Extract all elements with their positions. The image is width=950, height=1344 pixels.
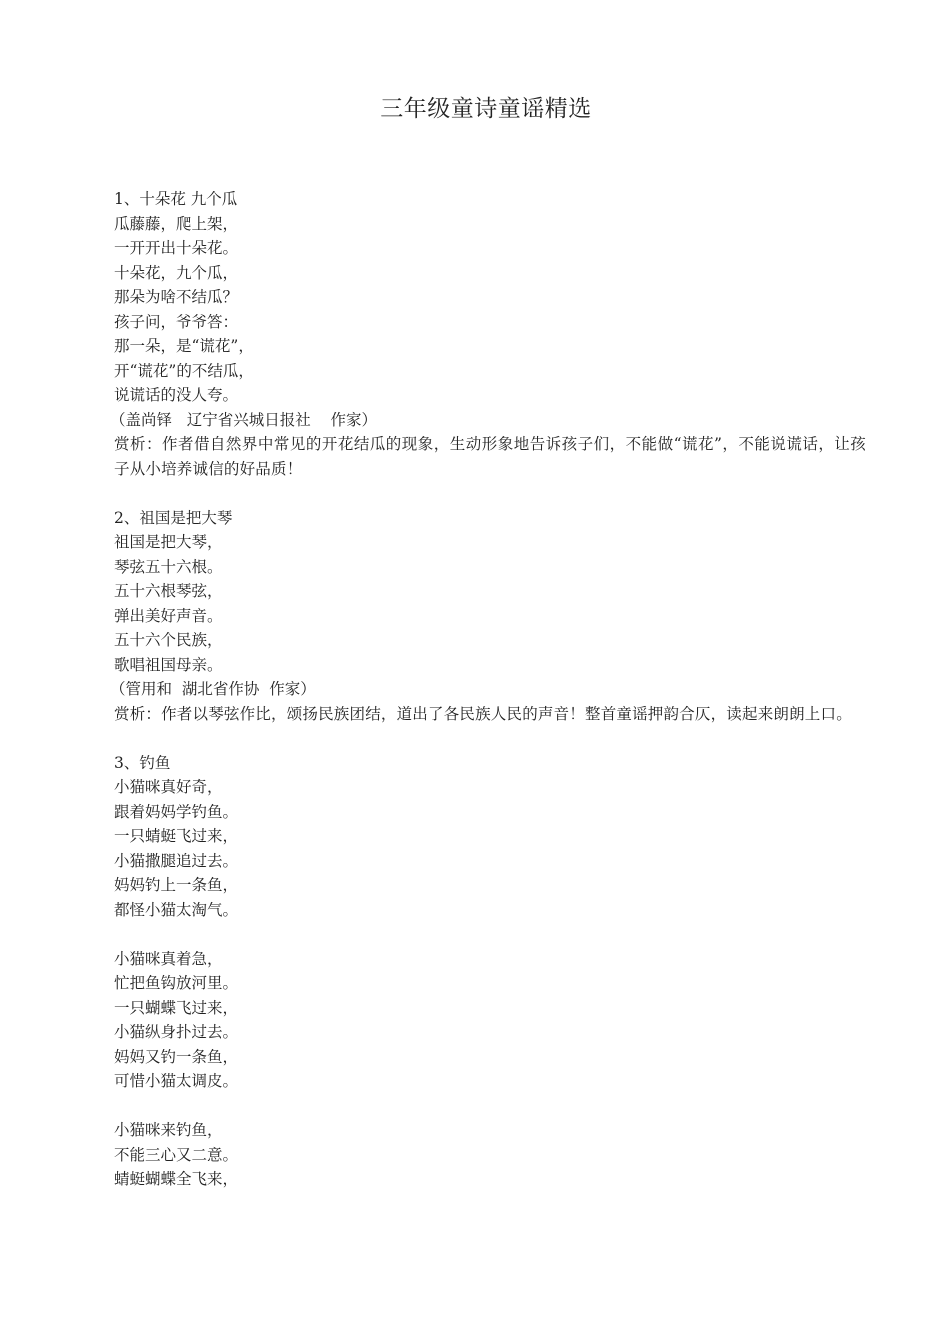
poem-3-stanza-1-line: 一只蜻蜓飞过来， [114, 827, 239, 845]
poem-3-stanza-1-line: 跟着妈妈学钓鱼。 [114, 802, 239, 821]
poem-2-heading: 2、祖国是把大琴 [114, 508, 233, 527]
stanza-gap [114, 1094, 866, 1119]
poem-3-stanza-2-line: 一只蝴蝶飞过来， [114, 998, 239, 1017]
page-title: 三年级童诗童谣精选 [380, 96, 592, 122]
poem-1-line: 开“谎花”的不结瓜， [114, 361, 254, 380]
poem-3-heading: 3、钓鱼 [114, 753, 171, 772]
stanza-gap [114, 922, 866, 947]
poem-2-line: 歌唱祖国母亲。 [114, 655, 223, 674]
poem-1 [110, 187, 866, 481]
poem-2-line: 祖国是把大琴， [114, 533, 223, 551]
poem-3-stanza-3-line: 不能三心又二意。 [114, 1145, 239, 1164]
poem-1-line: 十朵花，九个瓜， [114, 263, 239, 282]
poem-2-line: 五十六根琴弦， [114, 582, 223, 600]
poem-3-stanza-1-line: 小猫撒腿追过去。 [114, 851, 239, 870]
poem-3-stanza-2-line: 可惜小猫太调皮。 [114, 1072, 239, 1090]
poem-1-line: 孩子问，爷爷答： [114, 312, 239, 331]
document-body [110, 187, 866, 1216]
poem-2 [110, 506, 866, 727]
poem-3-stanza-2-line: 小猫纵身扑过去。 [114, 1023, 239, 1041]
poem-2-line: 五十六个民族， [114, 631, 223, 649]
poem-1-line: 那朵为啥不结瓜？ [114, 288, 239, 306]
poem-3-stanza-2-line: 妈妈又钓一条鱼， [114, 1047, 239, 1066]
poem-2-author: （管用和 湖北省作协 作家） [110, 680, 316, 698]
poem-3 [114, 751, 866, 1192]
poem-3-stanza-1-line: 妈妈钓上一条鱼， [114, 876, 239, 894]
poem-1-line: 一开开出十朵花。 [114, 239, 239, 257]
poem-3-stanza-2-line: 忙把鱼钩放河里。 [114, 974, 239, 992]
poem-3-stanza-1-line: 都怪小猫太淘气。 [114, 900, 239, 919]
poem-1-comment: 赏析：作者借自然界中常见的开花结瓜的现象，生动形象地告诉孩子们，不能做“谎花”，不能说谎话，让孩子从小培养诚信的好品质！ [114, 435, 866, 478]
poem-2-line: 弹出美好声音。 [114, 606, 223, 625]
poem-3-stanza-3-line: 蜻蜓蝴蝶全飞来， [114, 1170, 239, 1188]
poem-1-author: （盖尚铎 辽宁省兴城日报社 作家） [110, 410, 377, 429]
poem-1-line: 说谎话的没人夸。 [114, 386, 239, 404]
poem-3-stanza-3-line: 小猫咪来钓鱼， [114, 1121, 223, 1139]
poem-3-stanza-1-line: 小猫咪真好奇， [114, 778, 223, 796]
poem-1-line: 瓜藤藤，爬上架， [114, 214, 239, 233]
poem-2-comment: 赏析：作者以琴弦作比，颂扬民族团结，道出了各民族人民的声音！整首童谣押韵合仄，读起来朗朗上口。 [114, 704, 852, 723]
poem-1-line: 那一朵，是“谎花”， [114, 337, 254, 355]
poem-3-stanza-2-line: 小猫咪真着急， [114, 949, 223, 968]
poem-2-line: 琴弦五十六根。 [114, 557, 223, 576]
poem-1-heading: 1、十朵花 九个瓜 [114, 190, 238, 208]
